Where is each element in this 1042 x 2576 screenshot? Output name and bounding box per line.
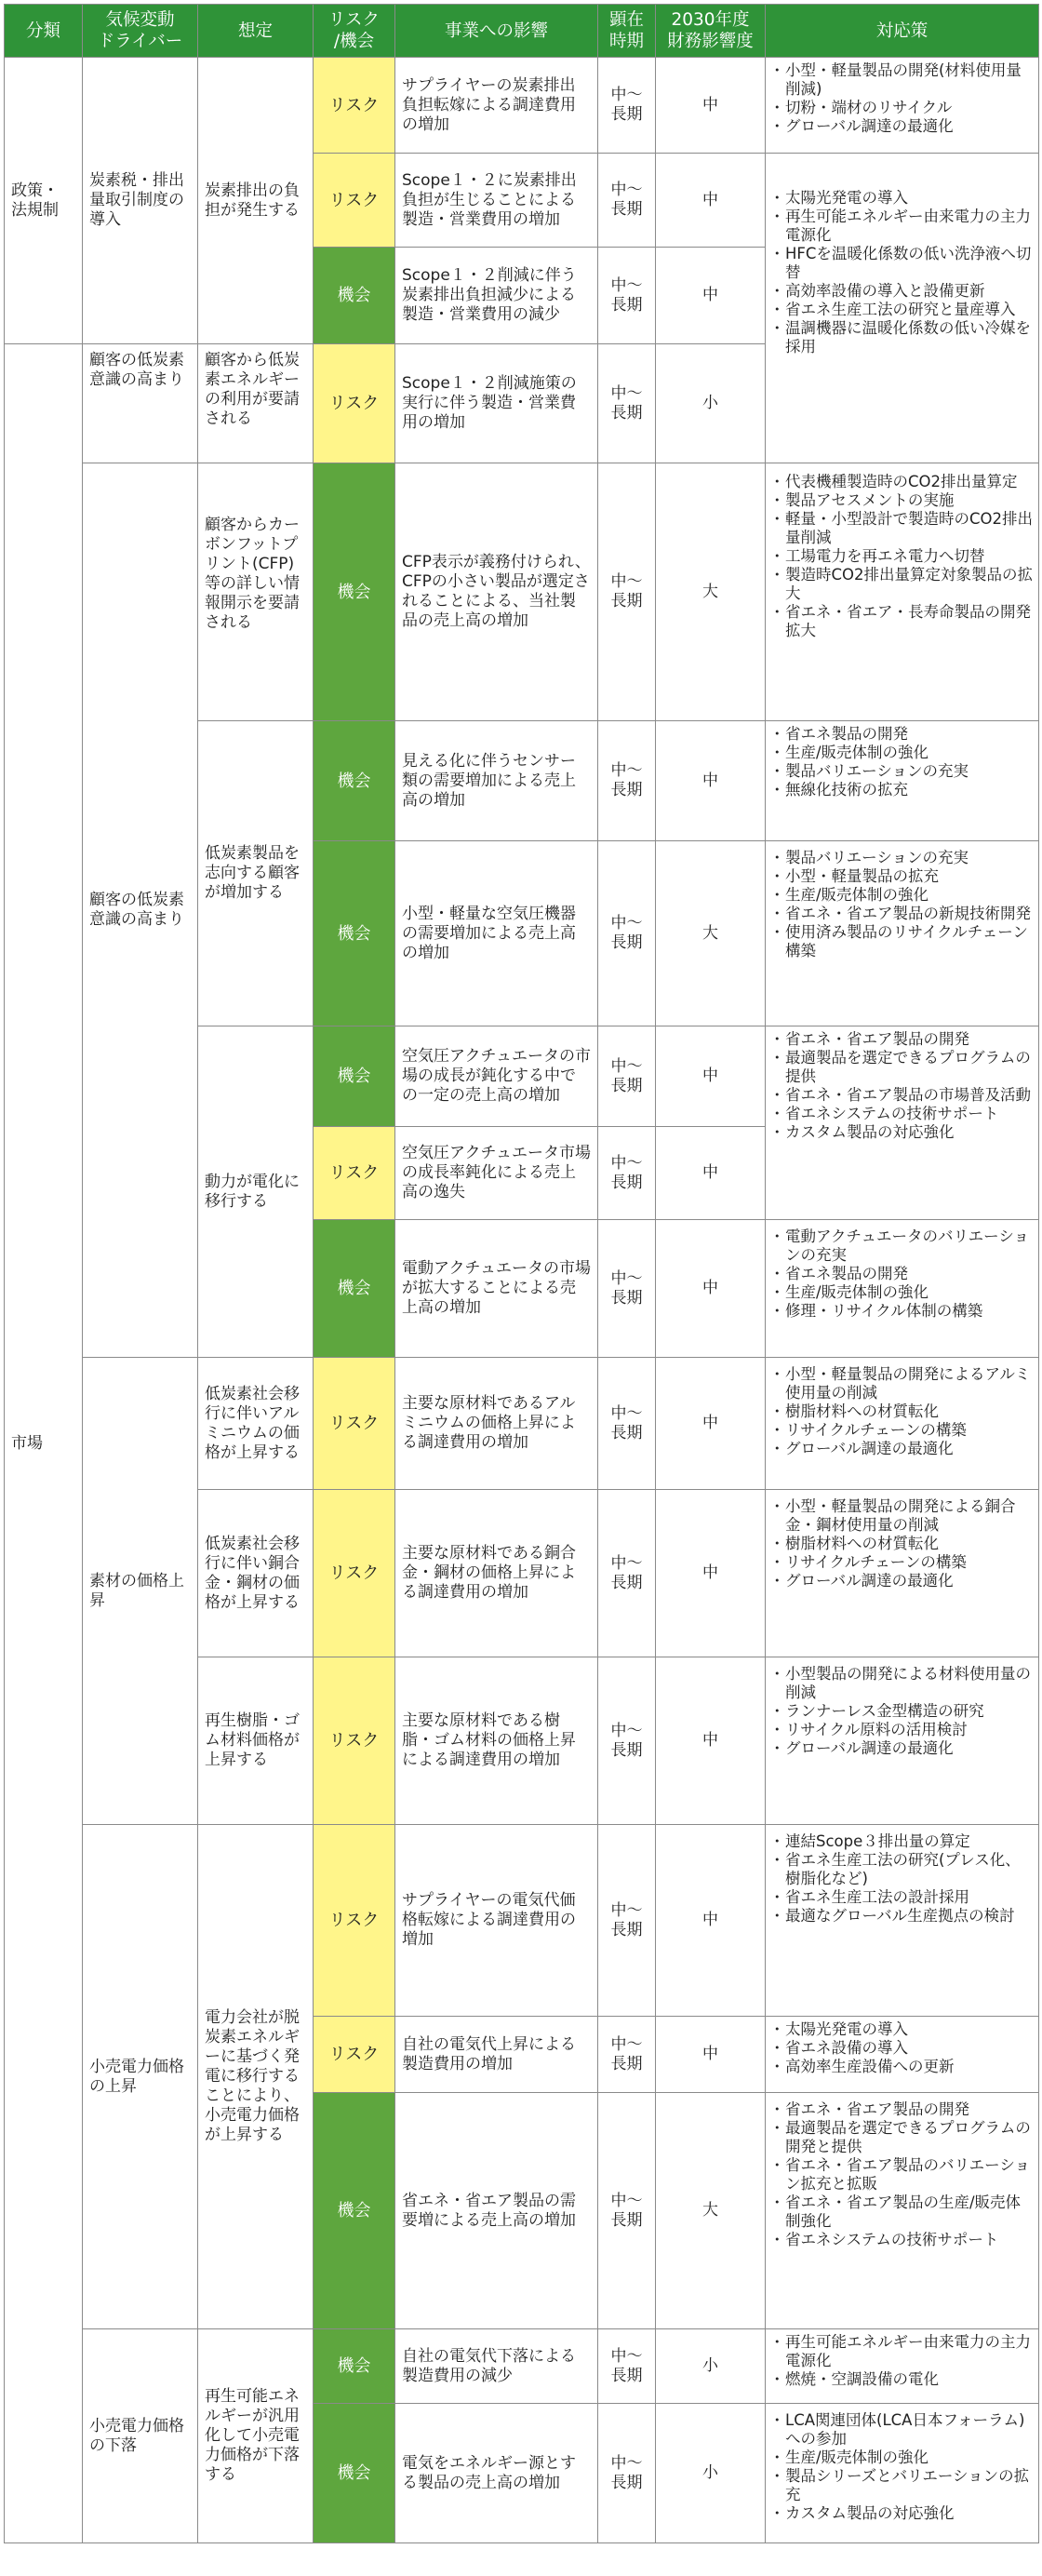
- opportunity-badge: 機会: [314, 721, 395, 841]
- financial-impact-cell: 大: [656, 463, 766, 721]
- impact-cell: サプライヤーの電気代価格転嫁による調達費用の増加: [395, 1825, 598, 2017]
- measures-cell: [766, 1220, 1039, 1358]
- impact-cell: 主要な原材料である銅合金・鋼材の価格上昇による調達費用の増加: [395, 1490, 598, 1657]
- measure-item: ・ 省エネ・省エア製品の開発: [773, 1030, 1035, 1049]
- timing-cell: 中〜 長期: [598, 1825, 656, 2017]
- measure-item: ・ グローバル調達の最適化: [773, 1440, 1035, 1458]
- table-row: [5, 58, 1039, 154]
- climate-risk-opportunity-table-container: [4, 4, 1039, 2543]
- risk-badge: リスク: [314, 58, 395, 154]
- financial-impact-cell: 大: [656, 2093, 766, 2329]
- measure-item: ・ 製品バリエーションの充実: [773, 762, 1035, 781]
- measures-cell: [766, 2329, 1039, 2404]
- impact-cell: サプライヤーの炭素排出負担転嫁による調達費用の増加: [395, 58, 598, 154]
- measures-cell: [766, 721, 1039, 841]
- measure-item: ・ 生産/販売体制の強化: [773, 2449, 1035, 2467]
- measures-cell: [766, 841, 1039, 1026]
- measure-item: ・ 最適製品を選定できるプログラムの開発と提供: [773, 2119, 1035, 2156]
- measures-cell: [766, 1026, 1039, 1220]
- opportunity-badge: 機会: [314, 463, 395, 721]
- financial-impact-cell: 中: [656, 1220, 766, 1358]
- financial-impact-cell: 中: [656, 1127, 766, 1220]
- timing-cell: 中〜 長期: [598, 1490, 656, 1657]
- financial-impact-cell: 大: [656, 841, 766, 1026]
- financial-impact-cell: 中: [656, 1657, 766, 1825]
- measure-item: ・ 省エネシステムの技術サポート: [773, 1105, 1035, 1123]
- measure-item: ・ 高効率生産設備への更新: [773, 2058, 1035, 2076]
- timing-cell: 中〜 長期: [598, 2017, 656, 2093]
- financial-impact-cell: 中: [656, 154, 766, 248]
- measure-item: ・ 使用済み製品のリサイクルチェーン構築: [773, 923, 1035, 960]
- impact-cell: Scope１・２削減に伴う炭素排出負担減少による製造・営業費用の減少: [395, 248, 598, 344]
- measure-item: ・ 小型製品の開発による材料使用量の削減: [773, 1665, 1035, 1702]
- impact-cell: 見える化に伴うセンサー類の需要増加による売上高の増加: [395, 721, 598, 841]
- measure-item: ・ 生産/販売体制の強化: [773, 744, 1035, 762]
- measure-item: ・ 生産/販売体制の強化: [773, 1283, 1035, 1302]
- impact-cell: Scope１・２削減施策の実行に伴う製造・営業費用の増加: [395, 344, 598, 463]
- risk-badge: リスク: [314, 344, 395, 463]
- header-type: リスク /機会: [314, 5, 395, 58]
- financial-impact-cell: 中: [656, 1825, 766, 2017]
- measure-item: ・ HFCを温暖化係数の低い洗浄液へ切替: [773, 245, 1035, 282]
- timing-cell: 中〜 長期: [598, 2093, 656, 2329]
- measure-item: ・ グローバル調達の最適化: [773, 1572, 1035, 1590]
- measure-item: ・ 小型・軽量製品の開発(材料使用量削減): [773, 61, 1035, 99]
- measures-cell: [766, 2017, 1039, 2093]
- header-impact: 事業への影響: [395, 5, 598, 58]
- financial-impact-cell: 小: [656, 2329, 766, 2404]
- measure-item: ・ 修理・リサイクル体制の構築: [773, 1302, 1035, 1321]
- measure-item: ・ 省エネシステムの技術サポート: [773, 2231, 1035, 2249]
- assumption-cell: 炭素排出の負担が発生する: [198, 58, 314, 344]
- opportunity-badge: 機会: [314, 1026, 395, 1127]
- measures-cell: [766, 154, 1039, 463]
- measure-item: ・ 省エネ・省エア製品の新規技術開発: [773, 905, 1035, 923]
- measure-item: ・ 代表機種製造時のCO2排出量算定: [773, 473, 1035, 491]
- measure-item: ・ リサイクルチェーンの構築: [773, 1553, 1035, 1572]
- measures-cell: [766, 1358, 1039, 1490]
- measure-item: ・ リサイクルチェーンの構築: [773, 1421, 1035, 1440]
- measure-item: ・ 切粉・端材のリサイクル: [773, 99, 1035, 117]
- measure-item: ・ 省エネ・省エア製品のバリエーション拡充と拡販: [773, 2156, 1035, 2194]
- risk-badge: リスク: [314, 1825, 395, 2017]
- financial-impact-cell: 中: [656, 248, 766, 344]
- timing-cell: 中〜 長期: [598, 154, 656, 248]
- category-cell: 政策・ 法規制: [5, 58, 83, 344]
- measure-item: ・ 無線化技術の拡充: [773, 781, 1035, 799]
- risk-badge: リスク: [314, 1657, 395, 1825]
- measure-item: ・ 高効率設備の導入と設備更新: [773, 282, 1035, 301]
- risk-badge: リスク: [314, 1358, 395, 1490]
- timing-cell: 中〜 長期: [598, 721, 656, 841]
- header-measures: 対応策: [766, 5, 1039, 58]
- impact-cell: 省エネ・省エア製品の需要増による売上高の増加: [395, 2093, 598, 2329]
- table-row: [5, 1358, 1039, 1490]
- measure-item: ・ 省エネ製品の開発: [773, 1265, 1035, 1283]
- measure-item: ・ 小型・軽量製品の拡充: [773, 867, 1035, 886]
- measure-item: ・ 太陽光発電の導入: [773, 189, 1035, 208]
- financial-impact-cell: 小: [656, 344, 766, 463]
- measure-item: ・ 省エネ・省エア製品の市場普及活動: [773, 1086, 1035, 1105]
- category-cell: 市場: [5, 344, 83, 2543]
- measures-cell: [766, 2404, 1039, 2543]
- impact-cell: 空気圧アクチュエータの市場の成長が鈍化する中での一定の売上高の増加: [395, 1026, 598, 1127]
- measure-item: ・ 再生可能エネルギー由来電力の主力電源化: [773, 2333, 1035, 2370]
- measures-cell: [766, 2093, 1039, 2329]
- header-category: 分類: [5, 5, 83, 58]
- header-row: [5, 5, 1039, 58]
- header-financial-impact: 2030年度 財務影響度: [656, 5, 766, 58]
- impact-cell: 小型・軽量な空気圧機器の需要増加による売上高の増加: [395, 841, 598, 1026]
- measure-item: ・ 製品シリーズとバリエーションの拡充: [773, 2467, 1035, 2504]
- timing-cell: 中〜 長期: [598, 2329, 656, 2404]
- measure-item: ・ 省エネ製品の開発: [773, 725, 1035, 744]
- financial-impact-cell: 小: [656, 2404, 766, 2543]
- measure-item: ・ 最適なグローバル生産拠点の検討: [773, 1907, 1035, 1925]
- timing-cell: 中〜 長期: [598, 1127, 656, 1220]
- impact-cell: 空気圧アクチュエータ市場の成長率鈍化による売上高の逸失: [395, 1127, 598, 1220]
- timing-cell: 中〜 長期: [598, 248, 656, 344]
- assumption-cell: 電力会社が脱炭素エネルギーに基づく発電に移行することにより、小売電力価格が上昇する: [198, 1825, 314, 2329]
- opportunity-badge: 機会: [314, 2329, 395, 2404]
- financial-impact-cell: 中: [656, 1026, 766, 1127]
- measure-item: ・ 燃焼・空調設備の電化: [773, 2370, 1035, 2389]
- measure-item: ・ 製造時CO2排出量算定対象製品の拡大: [773, 566, 1035, 603]
- measure-item: ・ カスタム製品の対応強化: [773, 2504, 1035, 2523]
- measure-item: ・ LCA関連団体(LCA日本フォーラム)への参加: [773, 2411, 1035, 2449]
- measures-cell: [766, 1657, 1039, 1825]
- driver-cell: 炭素税・排出量取引制度の導入: [83, 58, 198, 344]
- measure-item: ・ 軽量・小型設計で製造時のCO2排出量削減: [773, 510, 1035, 547]
- financial-impact-cell: 中: [656, 1490, 766, 1657]
- measure-item: ・ 太陽光発電の導入: [773, 2020, 1035, 2039]
- timing-cell: 中〜 長期: [598, 1657, 656, 1825]
- timing-cell: 中〜 長期: [598, 1358, 656, 1490]
- impact-cell: 電動アクチュエータの市場が拡大することによる売上高の増加: [395, 1220, 598, 1358]
- timing-cell: 中〜 長期: [598, 344, 656, 463]
- impact-cell: CFP表示が義務付けられ、CFPの小さい製品が選定されることによる、当社製品の売上高の増加: [395, 463, 598, 721]
- measures-cell: [766, 463, 1039, 721]
- measure-item: ・ 樹脂材料への材質転化: [773, 1402, 1035, 1421]
- measures-cell: [766, 1825, 1039, 2017]
- measure-item: ・ 工場電力を再エネ電力へ切替: [773, 547, 1035, 566]
- table-row: [5, 463, 1039, 721]
- driver-cell: 顧客の低炭素意識の高まり: [83, 344, 198, 463]
- impact-cell: 主要な原材料であるアルミニウムの価格上昇による調達費用の増加: [395, 1358, 598, 1490]
- timing-cell: 中〜 長期: [598, 58, 656, 154]
- timing-cell: 中〜 長期: [598, 2404, 656, 2543]
- measure-item: ・ 省エネ生産工法の研究と量産導入: [773, 301, 1035, 319]
- measure-item: ・ 最適製品を選定できるプログラムの提供: [773, 1049, 1035, 1086]
- risk-badge: リスク: [314, 1490, 395, 1657]
- risk-badge: リスク: [314, 2017, 395, 2093]
- driver-cell: 顧客の低炭素意識の高まり: [83, 463, 198, 1358]
- measure-item: ・ 再生可能エネルギー由来電力の主力電源化: [773, 208, 1035, 245]
- assumption-cell: 低炭素社会移行に伴い銅合金・鋼材の価格が上昇する: [198, 1490, 314, 1657]
- opportunity-badge: 機会: [314, 1220, 395, 1358]
- impact-cell: Scope１・２に炭素排出負担が生じることによる製造・営業費用の増加: [395, 154, 598, 248]
- opportunity-badge: 機会: [314, 841, 395, 1026]
- table-row: [5, 2329, 1039, 2404]
- measures-cell: [766, 1490, 1039, 1657]
- impact-cell: 自社の電気代下落による製造費用の減少: [395, 2329, 598, 2404]
- table-row: [5, 1825, 1039, 2017]
- opportunity-badge: 機会: [314, 2093, 395, 2329]
- measure-item: ・ 樹脂材料への材質転化: [773, 1535, 1035, 1553]
- measure-item: ・ 省エネ・省エア・長寿命製品の開発拡大: [773, 603, 1035, 640]
- measure-item: ・ 温調機器に温暖化係数の低い冷媒を採用: [773, 319, 1035, 356]
- measure-item: ・ 製品バリエーションの充実: [773, 849, 1035, 867]
- driver-cell: 素材の価格上昇: [83, 1358, 198, 1825]
- impact-cell: 電気をエネルギー源とする製品の売上高の増加: [395, 2404, 598, 2543]
- assumption-cell: 低炭素社会移行に伴いアルミニウムの価格が上昇する: [198, 1358, 314, 1490]
- financial-impact-cell: 中: [656, 2017, 766, 2093]
- impact-cell: 自社の電気代上昇による製造費用の増加: [395, 2017, 598, 2093]
- driver-cell: 小売電力価格の下落: [83, 2329, 198, 2543]
- financial-impact-cell: 中: [656, 721, 766, 841]
- measure-item: ・ グローバル調達の最適化: [773, 117, 1035, 136]
- risk-badge: リスク: [314, 154, 395, 248]
- header-driver: 気候変動 ドライバー: [83, 5, 198, 58]
- opportunity-badge: 機会: [314, 248, 395, 344]
- assumption-cell: 動力が電化に移行する: [198, 1026, 314, 1358]
- measure-item: ・ 電動アクチュエータのバリエーションの充実: [773, 1228, 1035, 1265]
- measure-item: ・ 小型・軽量製品の開発による銅合金・鋼材使用量の削減: [773, 1497, 1035, 1535]
- measure-item: ・ 省エネ生産工法の設計採用: [773, 1888, 1035, 1907]
- assumption-cell: 顧客からカーボンフットプリント(CFP)等の詳しい情報開示を要請される: [198, 463, 314, 721]
- timing-cell: 中〜 長期: [598, 1026, 656, 1127]
- timing-cell: 中〜 長期: [598, 841, 656, 1026]
- measure-item: ・ リサイクル原料の活用検討: [773, 1721, 1035, 1739]
- opportunity-badge: 機会: [314, 2404, 395, 2543]
- assumption-cell: 顧客から低炭素エネルギーの利用が要請される: [198, 344, 314, 463]
- climate-risk-opportunity-table: [4, 4, 1039, 2543]
- impact-cell: 主要な原材料である樹脂・ゴム材料の価格上昇による調達費用の増加: [395, 1657, 598, 1825]
- measure-item: ・ ランナーレス金型構造の研究: [773, 1702, 1035, 1721]
- financial-impact-cell: 中: [656, 1358, 766, 1490]
- assumption-cell: 再生可能エネルギーが汎用化して小売電力価格が下落する: [198, 2329, 314, 2543]
- financial-impact-cell: 中: [656, 58, 766, 154]
- measure-item: ・ 省エネ・省エア製品の生産/販売体制強化: [773, 2194, 1035, 2231]
- measures-cell: [766, 58, 1039, 154]
- measure-item: ・ グローバル調達の最適化: [773, 1739, 1035, 1758]
- header-assumption: 想定: [198, 5, 314, 58]
- assumption-cell: 再生樹脂・ゴム材料価格が上昇する: [198, 1657, 314, 1825]
- measure-item: ・ 生産/販売体制の強化: [773, 886, 1035, 905]
- measure-item: ・ 製品アセスメントの実施: [773, 491, 1035, 510]
- measure-item: ・ 省エネ生産工法の研究(プレス化、樹脂化など): [773, 1851, 1035, 1888]
- measure-item: ・ 省エネ設備の導入: [773, 2039, 1035, 2058]
- assumption-cell: 低炭素製品を志向する顧客が増加する: [198, 721, 314, 1026]
- driver-cell: 小売電力価格の上昇: [83, 1825, 198, 2329]
- measure-item: ・ 小型・軽量製品の開発によるアルミ使用量の削減: [773, 1365, 1035, 1402]
- timing-cell: 中〜 長期: [598, 463, 656, 721]
- header-timing: 顕在 時期: [598, 5, 656, 58]
- measure-item: ・ カスタム製品の対応強化: [773, 1123, 1035, 1142]
- risk-badge: リスク: [314, 1127, 395, 1220]
- measure-item: ・ 連結Scope３排出量の算定: [773, 1832, 1035, 1851]
- timing-cell: 中〜 長期: [598, 1220, 656, 1358]
- measure-item: ・ 省エネ・省エア製品の開発: [773, 2100, 1035, 2119]
